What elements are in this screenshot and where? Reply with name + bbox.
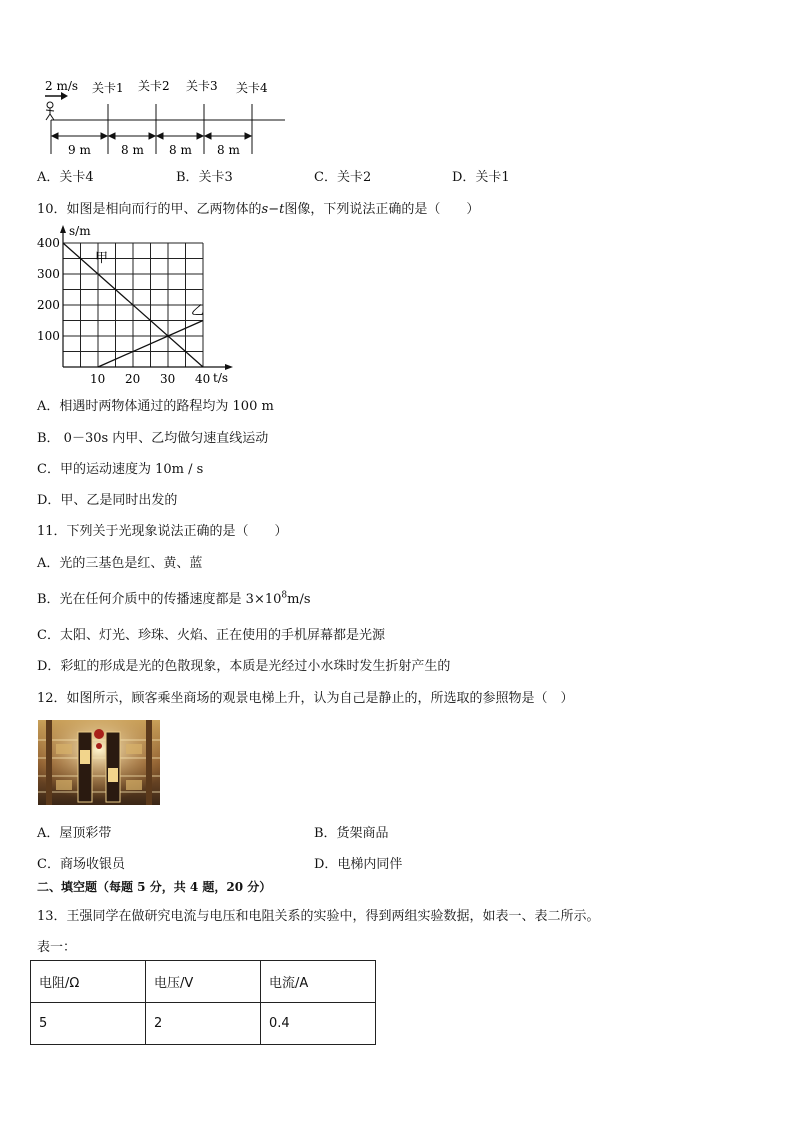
q12-option-c[interactable]: C．商场收银员 <box>37 857 125 872</box>
distance-label: 8 m <box>217 143 240 157</box>
q11-option-b-exponent: 8 <box>281 590 288 601</box>
q9-option-d[interactable]: D．关卡1 <box>452 170 510 185</box>
q12-stem: 12．如图所示，顾客乘坐商场的观景电梯上升，认为自己是静止的，所选取的参照物是（ ） <box>37 691 574 706</box>
table-header-row <box>31 961 376 1003</box>
table-header-cell: 电阻/Ω <box>31 961 146 1003</box>
q10-stem-math: s−t <box>261 202 285 217</box>
x-tick-label: 20 <box>125 372 141 386</box>
q11-option-b-unit: m/s <box>287 592 311 607</box>
q10-option-c[interactable]: C．甲的运动速度为 10m / s <box>37 462 204 477</box>
y-tick-label: 400 <box>37 236 60 250</box>
distance-label: 8 m <box>121 143 144 157</box>
q11-option-c[interactable]: C．太阳、灯光、珍珠、火焰、正在使用的手机屏幕都是光源 <box>37 628 385 643</box>
y-tick-label: 100 <box>37 329 60 343</box>
data-table <box>30 960 376 1045</box>
q11-option-b[interactable] <box>37 588 311 607</box>
y-tick-label: 200 <box>37 298 60 312</box>
q10-stem-text: 10．如图是相向而行的甲、乙两物体的 <box>37 202 262 217</box>
checkpoint-diagram <box>35 74 295 164</box>
x-axis-arrow <box>225 364 233 370</box>
table-header-cell: 电流/A <box>261 961 376 1003</box>
s-t-chart <box>35 222 245 392</box>
checkpoint-label: 关卡1 <box>92 81 124 95</box>
q11-option-b-text: B．光在任何介质中的传播速度都是 3×10 <box>37 592 282 607</box>
y-tick-label: 300 <box>37 267 60 281</box>
q10-stem <box>37 198 479 217</box>
q12-option-d[interactable]: D．电梯内同伴 <box>314 857 403 872</box>
x-tick-label: 40 <box>195 372 211 386</box>
q9-option-c[interactable]: C．关卡2 <box>314 170 372 185</box>
table-header-cell: 电压/V <box>146 961 261 1003</box>
distance-label: 8 m <box>169 143 192 157</box>
q12-option-a[interactable]: A．屋顶彩带 <box>37 826 112 841</box>
section-title: 二、填空题（每题 5 分，共 4 题，20 分） <box>37 880 272 894</box>
y-axis-arrow <box>60 225 66 233</box>
q11-option-a[interactable]: A．光的三基色是红、黄、蓝 <box>37 556 203 571</box>
table-row <box>31 1003 376 1045</box>
checkpoint-label: 关卡3 <box>186 79 218 93</box>
table-label: 表一： <box>37 940 77 955</box>
q11-option-d[interactable]: D．彩虹的形成是光的色散现象，本质是光经过小水珠时发生折射产生的 <box>37 659 451 674</box>
q13-stem: 13．王强同学在做研究电流与电压和电阻关系的实验中，得到两组实验数据，如表一、表二所示。 <box>37 909 600 924</box>
table-cell: 0.4 <box>261 1003 376 1045</box>
series-label: 乙 <box>191 303 205 319</box>
person-icon <box>46 102 54 120</box>
table-cell: 5 <box>31 1003 146 1045</box>
elevator-photo <box>38 720 160 805</box>
table-cell: 2 <box>146 1003 261 1045</box>
q10-option-a[interactable]: A．相遇时两物体通过的路程均为 100 m <box>37 399 274 414</box>
x-tick-label: 30 <box>160 372 176 386</box>
series-label: 甲 <box>95 250 109 266</box>
q9-option-a[interactable]: A．关卡4 <box>37 170 94 185</box>
checkpoint-label: 关卡2 <box>138 79 170 93</box>
y-axis-label: s/m <box>69 224 91 238</box>
q11-stem: 11．下列关于光现象说法正确的是（ ） <box>37 524 288 539</box>
q9-option-b[interactable]: B．关卡3 <box>176 170 233 185</box>
q10-stem-text: 图像，下列说法正确的是（ ） <box>284 202 480 217</box>
checkpoint-label: 关卡4 <box>236 81 268 95</box>
q10-option-d[interactable]: D．甲、乙是同时出发的 <box>37 493 178 508</box>
distance-label: 9 m <box>68 143 91 157</box>
x-axis-label: t/s <box>213 371 229 385</box>
speed-label: 2 m/s <box>45 79 79 93</box>
x-tick-label: 10 <box>90 372 106 386</box>
q10-option-b[interactable]: B． 0－30s 内甲、乙均做匀速直线运动 <box>37 431 269 446</box>
q12-option-b[interactable]: B．货架商品 <box>314 826 389 841</box>
